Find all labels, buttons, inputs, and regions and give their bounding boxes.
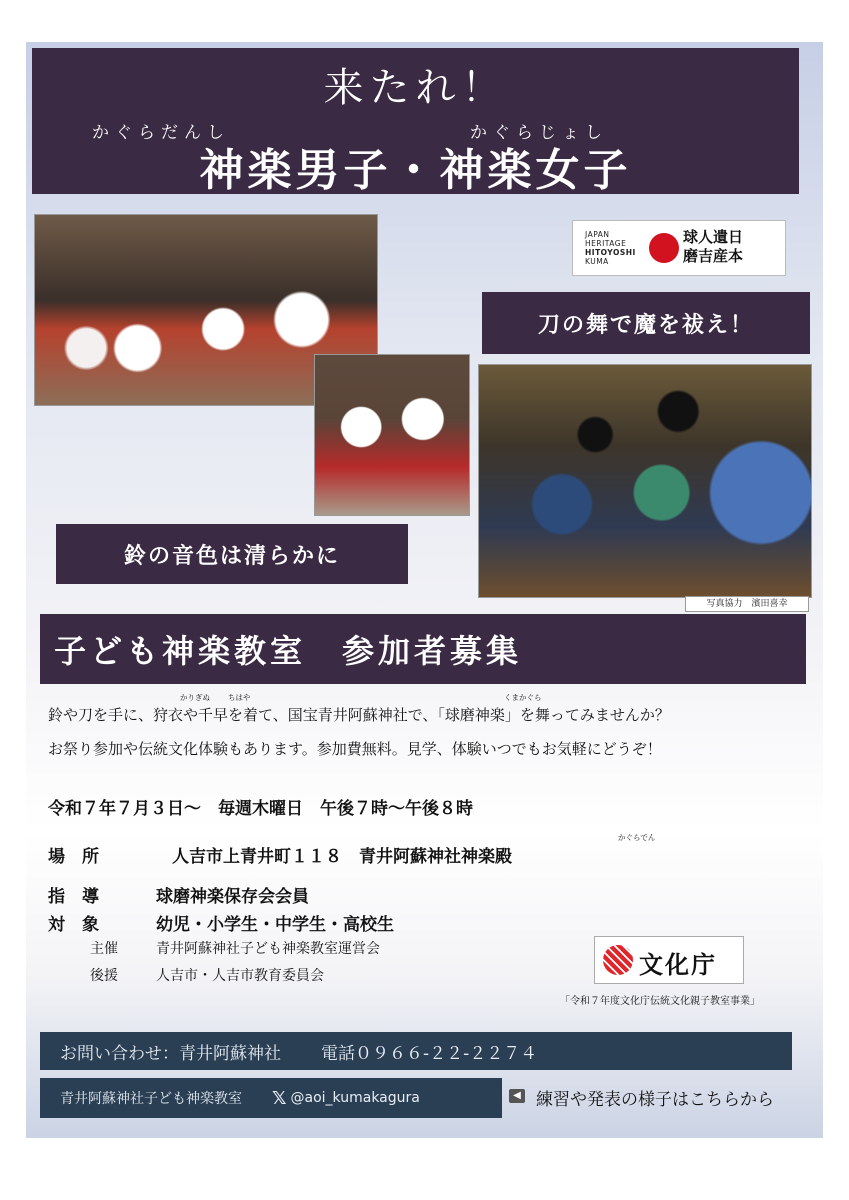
heritage-jp-text: 球人遺日 磨吉産本 <box>683 228 744 265</box>
schedule: 令和７年７月３日～ 毎週木曜日 午後７時～午後８時 <box>48 799 473 819</box>
contact-bar <box>40 1032 792 1070</box>
ruby-kaguraden: かぐらでん <box>618 833 656 842</box>
place-value: 人吉市上青井町１１８ 青井阿蘇神社神楽殿 <box>172 847 512 867</box>
ruby-kagura-danshi: かぐらだんし <box>92 123 230 143</box>
headline-come: 来たれ！ <box>323 65 508 111</box>
support-value: 人吉市・人吉市教育委員会 <box>156 968 324 984</box>
instructor-value: 球磨神楽保存会会員 <box>156 887 309 907</box>
program-note: 「令和７年度文化庁伝統文化親子教室事業」 <box>560 996 760 1007</box>
photo-sword-dancers <box>478 364 812 598</box>
caption-sword-dance: 刀の舞で魔を祓え！ <box>482 292 810 354</box>
heritage-en-text: JAPAN HERITAGE HITOYOSHI KUMA <box>585 230 636 266</box>
photo-credit: 写真協力 濱田喜幸 <box>685 596 809 612</box>
bunkacho-logo <box>594 936 744 984</box>
photo-bell-dancers <box>314 354 470 516</box>
ruby-kumakagura: くまかぐら <box>504 693 542 702</box>
instructor-label: 指 導 <box>48 887 99 907</box>
sns-bar <box>40 1078 502 1118</box>
caption-bell-sound: 鈴の音色は清らかに <box>56 524 408 584</box>
flyer-page <box>26 42 823 1138</box>
target-label: 対 象 <box>48 915 99 935</box>
org-name: 青井阿蘇神社子ども神楽教室 <box>60 1091 242 1107</box>
place-label: 場 所 <box>48 847 99 867</box>
x-handle-link[interactable]: @aoi_kumakagura <box>290 1090 420 1106</box>
intro-line-1: 鈴や刀を手に、狩衣や千早を着て、国宝青井阿蘇神社で、「球磨神楽」を舞ってみませんか？ <box>48 706 670 724</box>
contact-label: お問い合わせ：青井阿蘇神社 <box>60 1043 281 1064</box>
bunkacho-mark-icon <box>603 945 633 975</box>
ruby-chihaya: ちはや <box>228 693 251 702</box>
arrow-left-icon: ◀ <box>509 1089 525 1103</box>
bunkacho-text: 文化庁 <box>639 951 717 979</box>
practice-link-text: 練習や発表の様子はこちらから <box>536 1090 774 1110</box>
contact-phone[interactable]: 電話０９６６-２２-２２７４ <box>321 1043 538 1064</box>
target-value: 幼児・小学生・中学生・高校生 <box>156 915 394 935</box>
title-banner <box>32 48 799 194</box>
ruby-kagura-joshi: かぐらじょし <box>470 123 608 143</box>
x-logo-icon: 𝕏 <box>272 1087 287 1109</box>
red-circle-icon <box>649 233 679 263</box>
host-value: 青井阿蘇神社子ども神楽教室運営会 <box>156 941 380 957</box>
headline-kagura: 神楽男子・神楽女子 <box>199 145 632 196</box>
host-label: 主催 <box>90 941 118 957</box>
intro-line-2: お祭り参加や伝統文化体験もあります。参加費無料。見学、体験いつでもお気軽にどうぞ！ <box>48 740 662 758</box>
ruby-kariginu: かりぎぬ <box>180 693 210 702</box>
support-label: 後援 <box>90 968 118 984</box>
recruitment-banner: 子ども神楽教室 参加者募集 <box>40 614 806 684</box>
japan-heritage-logo <box>572 220 786 276</box>
